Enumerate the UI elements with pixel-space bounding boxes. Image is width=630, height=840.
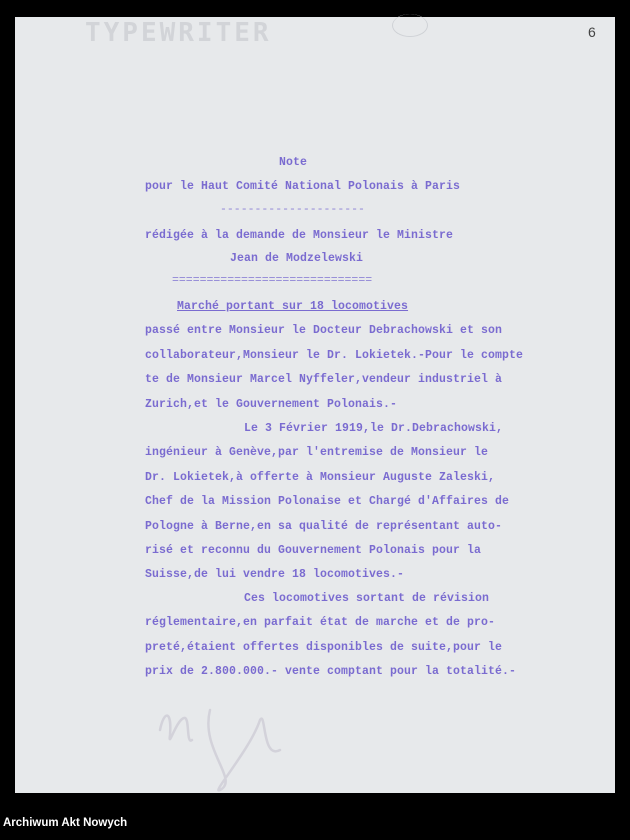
subject-line: Marché portant sur 18 locomotives	[177, 300, 409, 313]
body-line: Dr. Lokietek,à offerte à Monsieur Auguste Zaleski,	[145, 471, 496, 484]
archive-label: Archiwum Akt Nowych	[3, 817, 128, 829]
request-line-2: Jean de Modzelewski	[230, 252, 364, 265]
double-separator-rule: =============================	[172, 274, 373, 287]
body-line: Chef de la Mission Polonaise et Chargé d'Affaires de	[145, 495, 510, 508]
body-line: Pologne à Berne,en sa qualité de représentant auto-	[145, 520, 503, 533]
body-line: collaborateur,Monsieur le Dr. Lokietek.-Pour le compte	[145, 349, 524, 362]
addressee-line: pour le Haut Comité National Polonais à Paris	[145, 180, 461, 193]
separator-rule: ---------------------	[220, 203, 365, 216]
body-line: risé et reconnu du Gouvernement Polonais pour la	[145, 544, 482, 557]
request-line-1: rédigée à la demande de Monsieur le Ministre	[145, 229, 454, 242]
body-line: passé entre Monsieur le Docteur Debrachowski et son	[145, 324, 503, 337]
watermark-mark	[392, 14, 428, 37]
body-line: Zurich,et le Gouvernement Polonais.-	[145, 398, 398, 411]
body-line: réglementaire,en parfait état de marche et de pro-	[145, 616, 496, 629]
body-line: Le 3 Février 1919,le Dr.Debrachowski,	[244, 422, 504, 435]
body-line: preté,étaient offertes disponibles de suite,pour le	[145, 641, 503, 654]
body-line: Suisse,de lui vendre 18 locomotives.-	[145, 568, 405, 581]
page-number: 6	[588, 24, 596, 40]
body-line: prix de 2.800.000.- vente comptant pour la totalité.-	[145, 665, 517, 678]
body-line: ingénieur à Genève,par l'entremise de Monsieur le	[145, 446, 489, 459]
body-line: Ces locomotives sortant de révision	[244, 592, 490, 605]
document-title: Note	[279, 156, 308, 169]
faint-signature	[150, 690, 310, 800]
body-line: te de Monsieur Marcel Nyffeler,vendeur industriel à	[145, 373, 503, 386]
watermark: TYPEWRITER	[85, 18, 272, 48]
